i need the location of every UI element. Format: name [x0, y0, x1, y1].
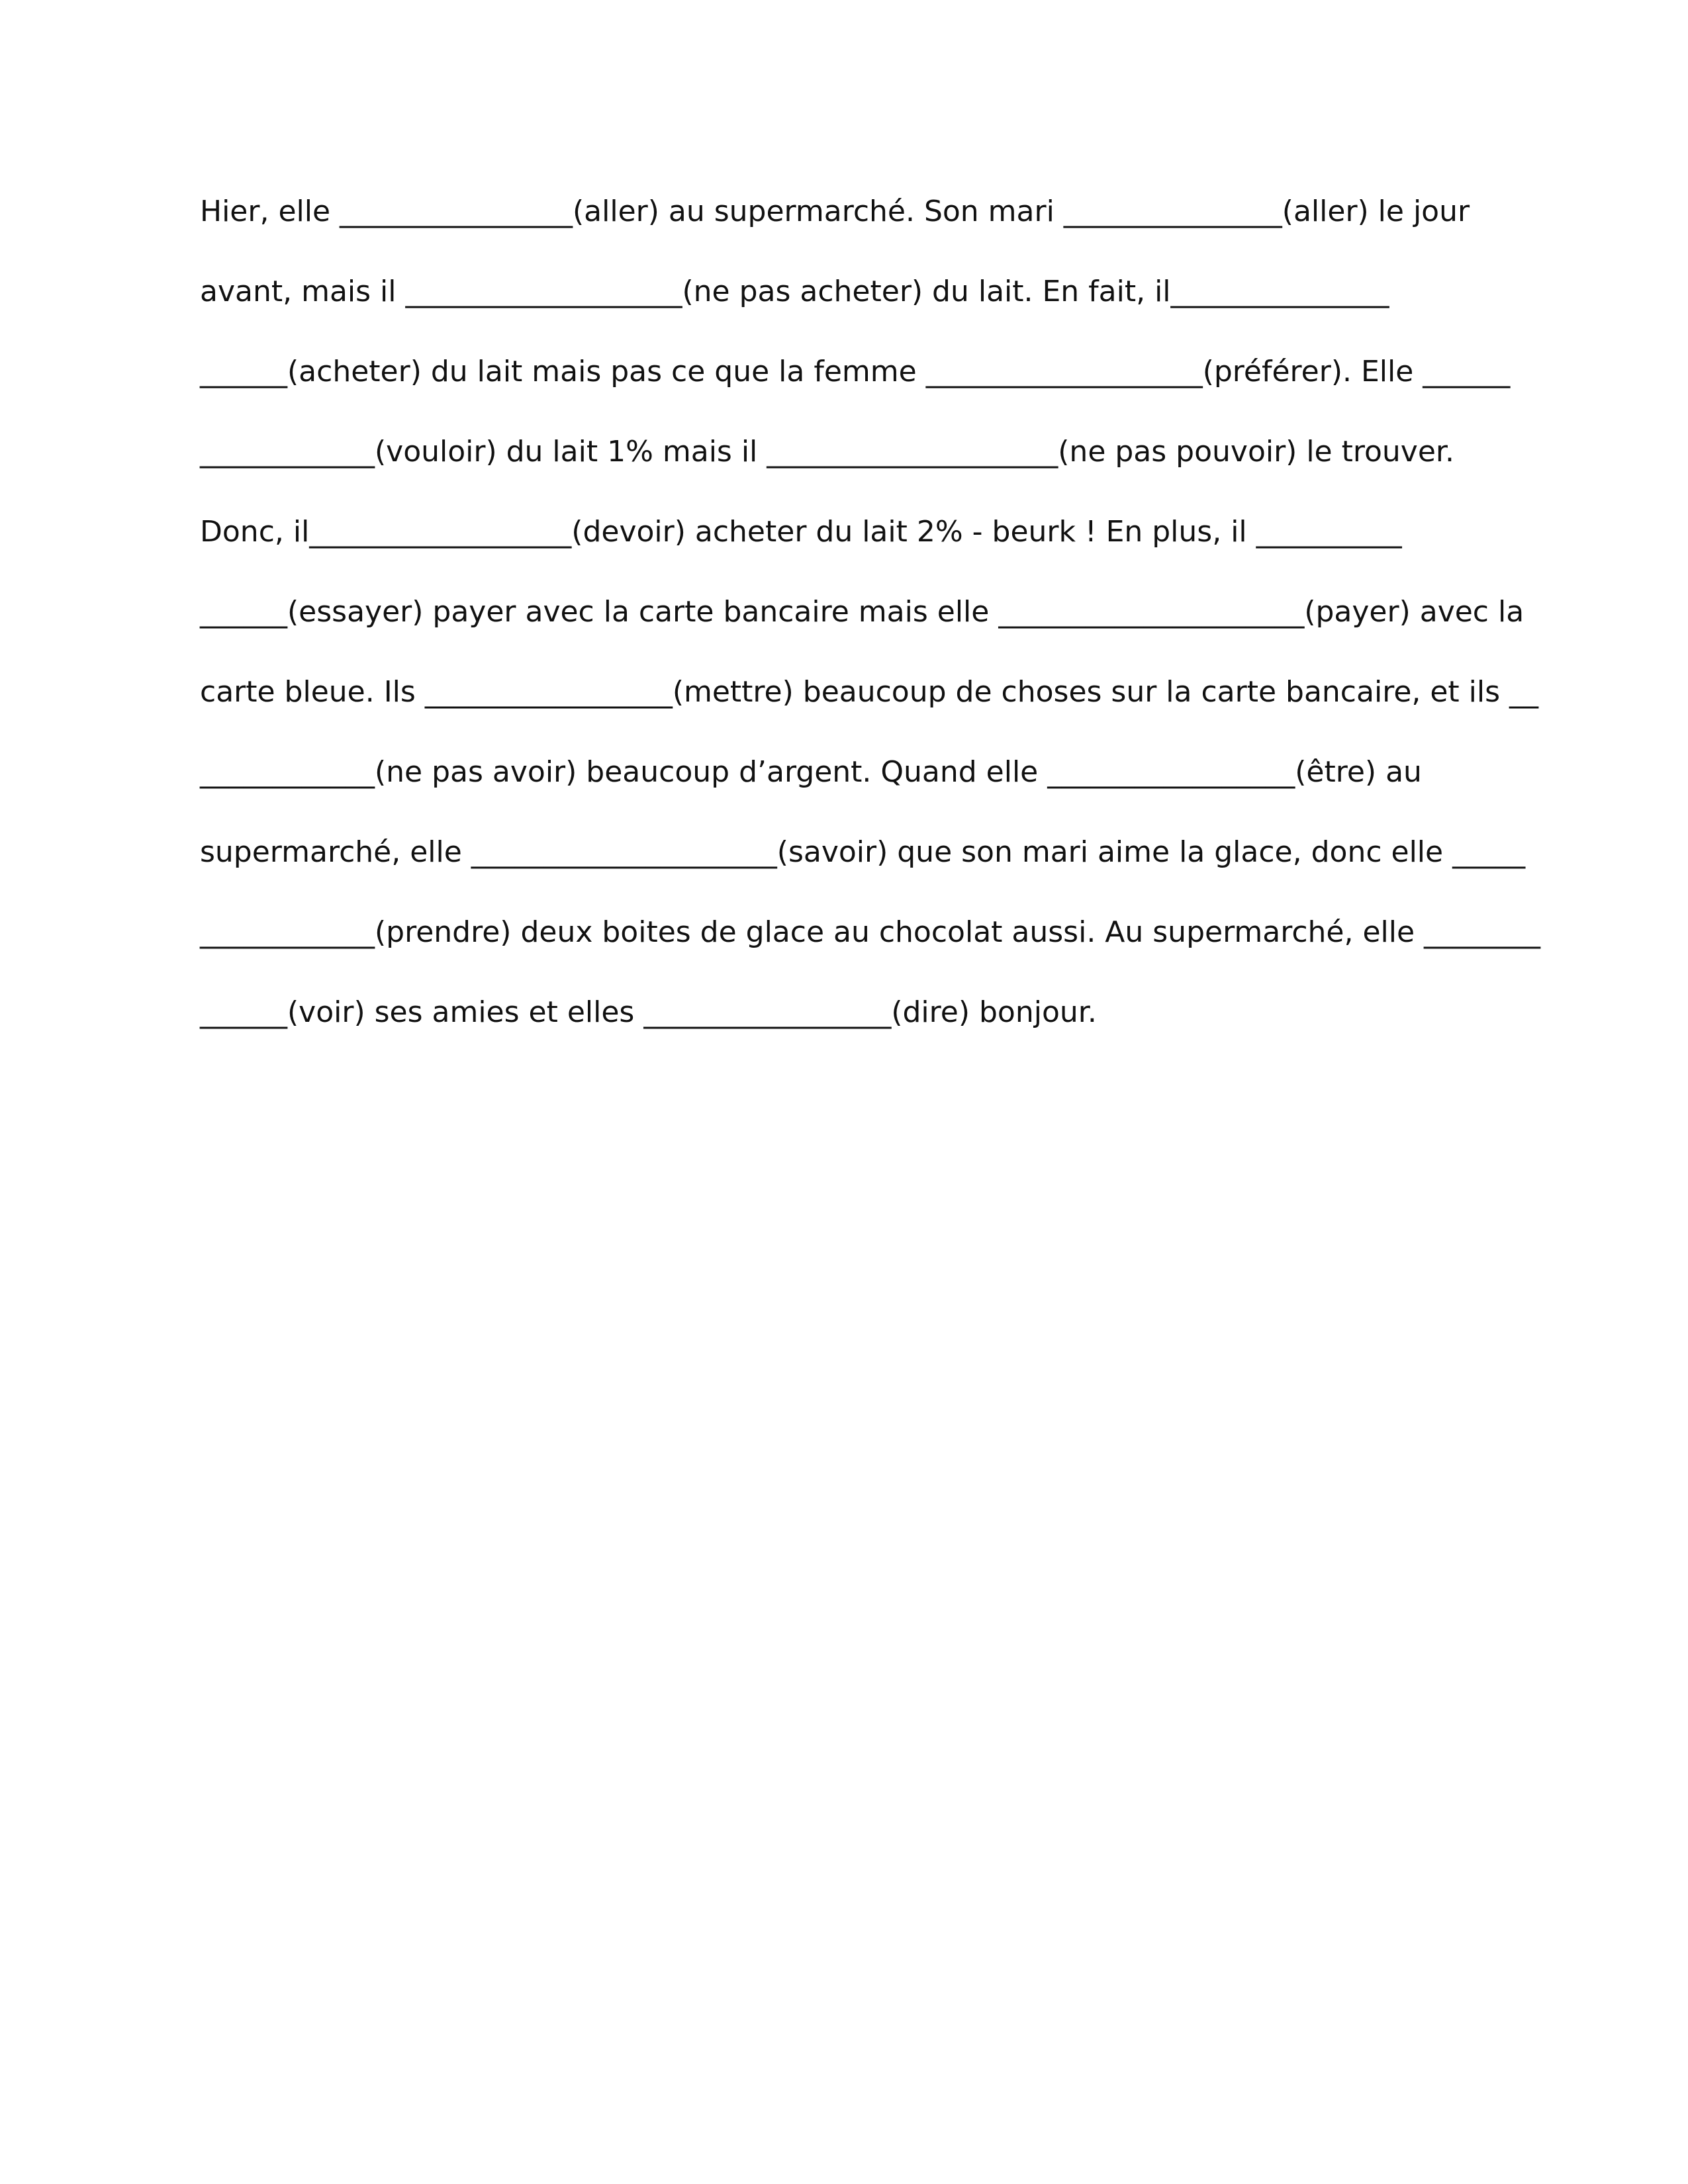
text-line-3: ______(acheter) du lait mais pas ce que la femme ___________________(préférer). Elle ______ [200, 355, 1511, 388]
text-line-8: ____________(ne pas avoir) beaucoup d’argent. Quand elle _________________(être) au [200, 755, 1422, 789]
text-line-7: carte bleue. Ils _________________(mettre) beaucoup de choses sur la carte bancaire, et ils __ [200, 675, 1539, 709]
text-line-6: ______(essayer) payer avec la carte bancaire mais elle _____________________(payer) avec la [200, 595, 1524, 629]
text-line-10: ____________(prendre) deux boites de glace au chocolat aussi. Au supermarché, elle ________ [200, 915, 1541, 949]
text-line-4: ____________(vouloir) du lait 1% mais il ____________________(ne pas pouvoir) le trouver. [200, 435, 1454, 469]
text-line-1: Hier, elle ________________(aller) au supermarché. Son mari _______________(aller) le jour [200, 195, 1470, 228]
text-line-5: Donc, il__________________(devoir) acheter du lait 2% - beurk ! En plus, il __________ [200, 515, 1402, 549]
text-line-11: ______(voir) ses amies et elles _________________(dire) bonjour. [200, 995, 1097, 1029]
text-line-9: supermarché, elle _____________________(savoir) que son mari aime la glace, donc elle _____ [200, 835, 1526, 869]
text-line-2: avant, mais il ___________________(ne pas acheter) du lait. En fait, il_______________ [200, 275, 1389, 308]
